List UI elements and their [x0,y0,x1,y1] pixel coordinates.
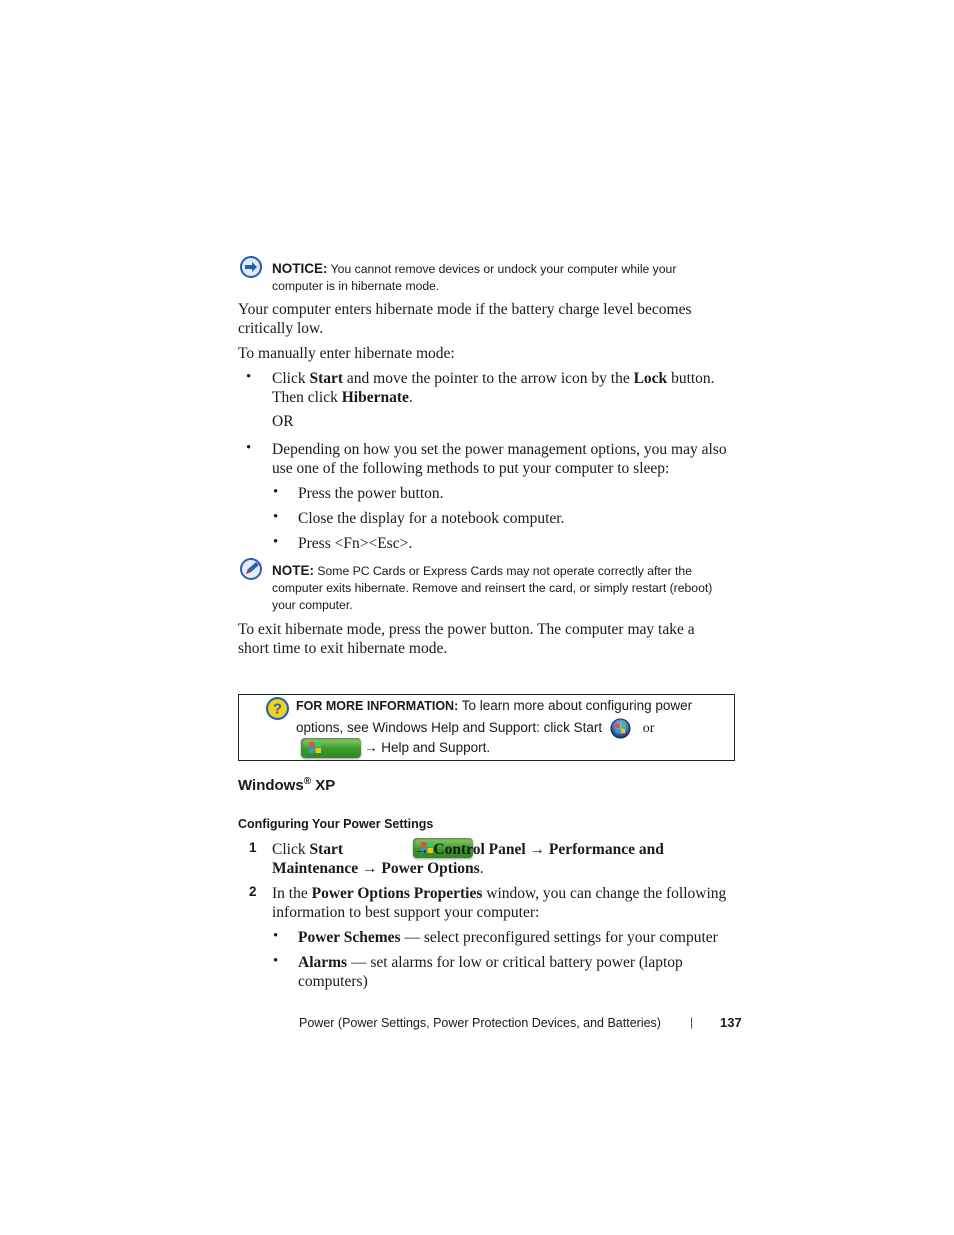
bullet-power-schemes: Power Schemes — select preconfigured settings for your computer [298,929,718,946]
paragraph-exit-hibernate: To exit hibernate mode, press the power button. The computer may take a short time to exit hibernate mode. [238,621,695,657]
bullet-dot: • [273,484,279,500]
info-help-line: → Help and Support. [364,740,491,755]
section-heading-windows-xp: Windows® XP [238,776,336,794]
info-start-link[interactable]: Start [573,720,603,735]
para1-line1: Your computer enters hibernate mode if the battery charge level becomes [238,301,692,318]
notice-arrow-icon [240,256,262,278]
paragraph-hibernate-battery [238,300,738,338]
windows-vista-start-orb-icon[interactable] [610,718,631,739]
hibernate-term: Hibernate [341,389,409,406]
step1-line1b: → Control Panel → Performance and [414,841,664,858]
bullet-dot: • [273,953,279,969]
sub-bullet-1: Press the power button. [298,485,444,502]
notice-line2: computer is in hibernate mode. [272,279,440,293]
note-block: NOTE: Some PC Cards or Express Cards may not operate correctly after the computer exits hibernate. Remove and reinsert the card, or simply restart (reboot) your computer. [272,563,713,612]
bullet-dot: • [273,534,279,550]
info-label: FOR MORE INFORMATION: [296,699,459,713]
help-and-support-link[interactable]: Help and Support [381,740,487,755]
bullet-alarms: Alarms — set alarms for low or critical battery power (laptop computers) [298,954,683,990]
svg-text:?: ? [273,701,282,718]
step-number-1: 1 [249,840,257,855]
footer-title: Power (Power Settings, Power Protection Devices, and Batteries) [299,1016,661,1030]
start-term: Start [309,370,344,387]
bullet-dot: • [246,440,252,456]
step-number-2: 2 [249,884,257,899]
bullet-power-management: Depending on how you set the power management options, you may also use one of the following methods to put your computer to sleep: [272,441,727,477]
more-information-text: FOR MORE INFORMATION: To learn more about configuring power options, see Windows Help and Support: click Start or [296,695,726,740]
footer-separator: | [690,1015,694,1029]
bullet-dot: • [273,928,279,944]
notice-label: NOTICE: [272,261,328,276]
bullet-dot: • [246,369,252,385]
paragraph-manual-hibernate: To manually enter hibernate mode: [238,345,455,362]
notice-line1: You cannot remove devices or undock your computer while your [330,262,677,276]
note-pencil-icon [240,558,262,580]
step1-line1a: Click Start [272,841,344,858]
bullet-dot: • [273,509,279,525]
lock-term: Lock [633,370,668,387]
bullet-start-lock: Click Start and move the pointer to the arrow icon by the Lock button. Then click Hibernate. [272,370,715,406]
step2-text: In the Power Options Properties window, you can change the following information to best support your computer: [272,885,727,921]
notice-block [272,260,742,295]
windows-flag-icon [309,742,321,753]
windows-xp-start-button-icon[interactable] [301,738,361,758]
sub-heading-configuring: Configuring Your Power Settings [238,817,434,831]
or-text: OR [272,413,294,430]
step1-line2: Maintenance → Power Options. [272,860,484,877]
sub-bullet-2: Close the display for a notebook computer. [298,510,565,527]
note-label: NOTE: [272,563,314,578]
sub-bullet-3: Press <Fn><Esc>. [298,535,413,552]
para1-line2: critically low. [238,320,324,337]
help-question-icon [266,697,289,720]
page-number: 137 [720,1015,742,1030]
